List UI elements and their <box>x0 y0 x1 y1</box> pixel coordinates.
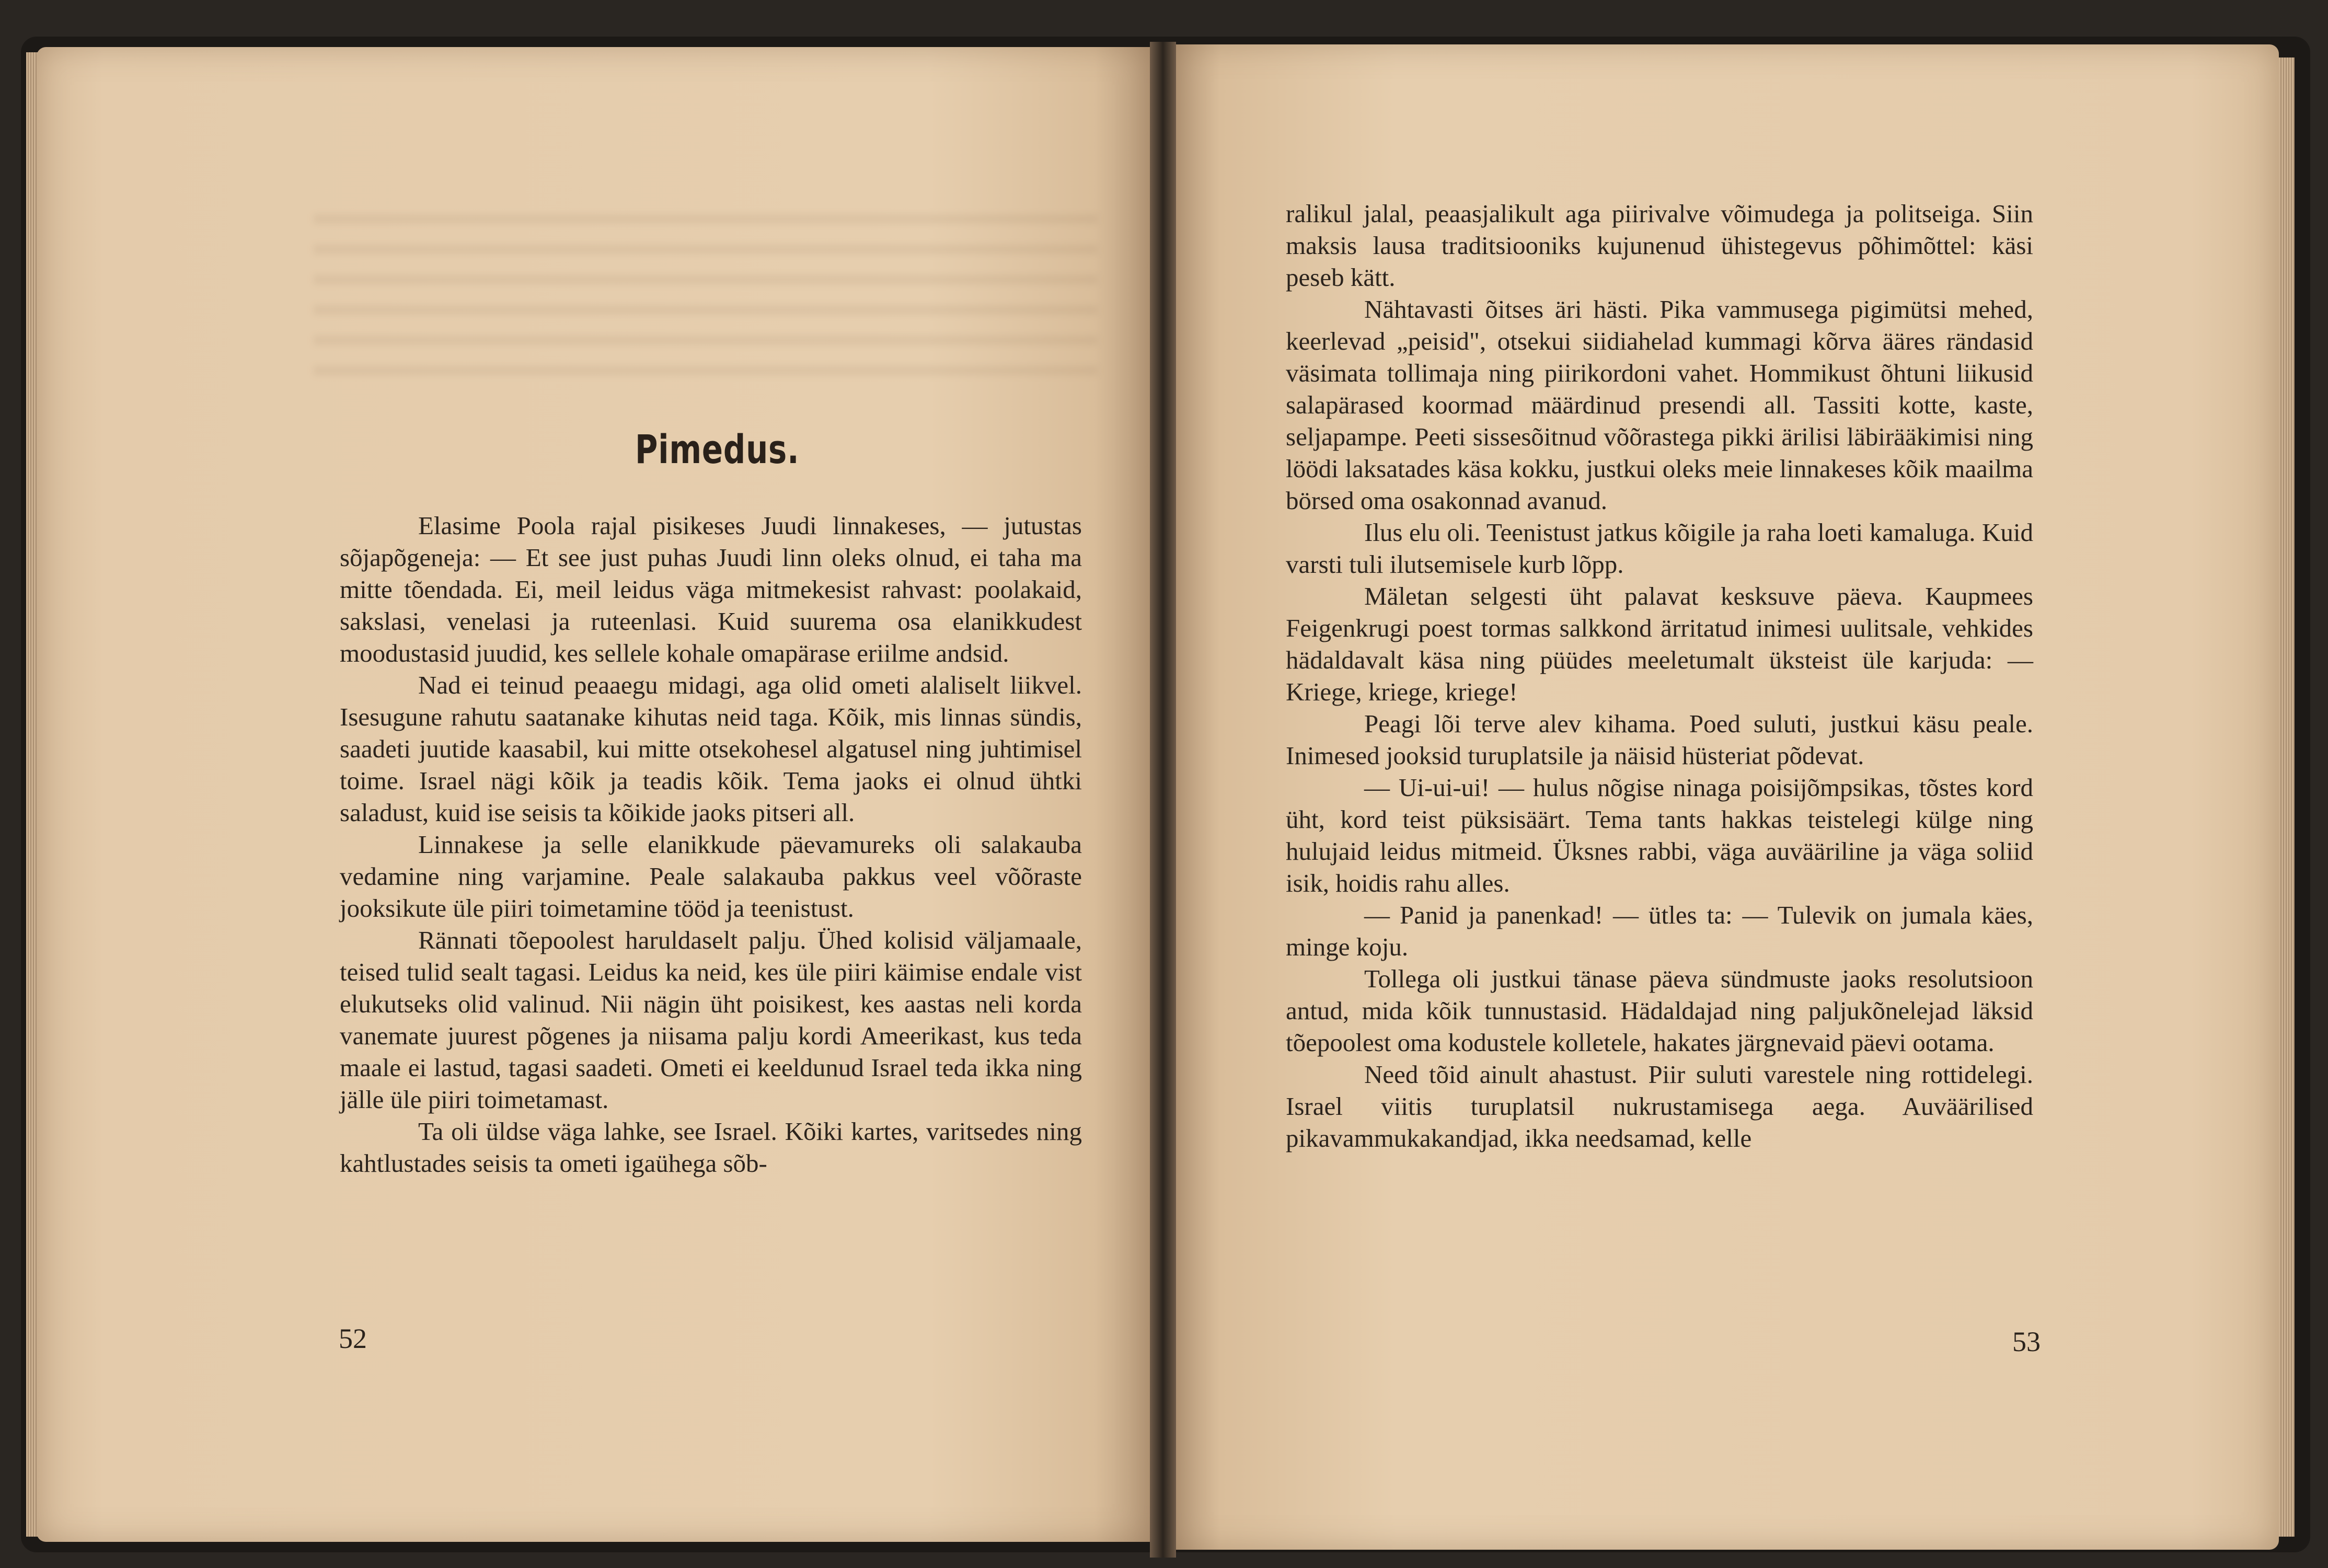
paragraph: ralikul jalal, peaasjalikult aga piirivalve võimudega ja politseiga. Siin maksis lausa traditsiooniks kujunenud ühistegevus põhimõttel: käsi peseb kätt. <box>1286 199 2033 292</box>
book-gutter <box>1150 42 1176 1558</box>
paragraph: Tollega oli justkui tänase päeva sündmuste jaoks resolutsioon antud, mida kõik tunnustasid. Hädaldajad ning paljukõnelejad läksid tõepoolest oma kodustele kolletele, hakates järgnevaid päevi ootama. <box>1286 964 2033 1057</box>
right-page-text <box>1286 198 2033 1154</box>
paragraph: Linnakese ja selle elanikkude päevamureks oli salakauba vedamine ning varjamine. Peale salakauba pakkus veel võõraste jooksikute üle piiri toimetamine tööd ja teenistust. <box>340 830 1082 923</box>
paragraph: Rännati tõepoolest haruldaselt palju. Ühed kolisid väljamaale, teised tulid sealt tagasi. Leidus ka neid, kes üle piiri käimise endale vist elukutseks olid valinud. Nii nägin üht poisikest, kes aastas neli korda vanemate juurest põgenes ja niisama palju kordi Ameerikast, kus teda maale ei lastud, tagasi saadeti. Ometi ei keeldunud Israel teda ikka ning jälle üle piiri toimetamast. <box>340 926 1082 1114</box>
paragraph: Ilus elu oli. Teenistust jatkus kõigile ja raha loeti kamaluga. Kuid varsti tuli ilutsemisele kurb lõpp. <box>1286 518 2033 579</box>
page-number-right: 53 <box>2012 1326 2041 1357</box>
page-number-left: 52 <box>339 1323 367 1354</box>
chapter-title: Pimedus. <box>635 426 800 472</box>
paragraph: Ta oli üldse väga lahke, see Israel. Kõiki kartes, varitsedes ning kahtlustades seisis ta ometi igaühega sõb- <box>340 1117 1082 1178</box>
left-page-text <box>340 510 1082 1179</box>
show-through-bleed <box>314 193 1098 382</box>
paragraph: — Ui-ui-ui! — hulus nõgise ninaga poisijõmpsikas, tõstes kord üht, kord teist püksisäärt. Tema tants hakkas teistelegi külge ning hulujaid leidus mitmeid. Üksnes rabbi, väga auvääriline ja väga soliid isik, hoidis rahu alles. <box>1286 773 2033 897</box>
paragraph: Need tõid ainult ahastust. Piir suluti varestele ning rottidelegi. Israel viitis turuplatsil nukrustamisega aega. Auväärilised pikavammukakandjad, ikka needsamad, kelle <box>1286 1060 2033 1152</box>
paragraph: — Panid ja panenkad! — ütles ta: — Tulevik on jumala käes, minge koju. <box>1286 901 2033 961</box>
paragraph: Mäletan selgesti üht palavat kesksuve päeva. Kaupmees Feigenkrugi poest tormas salkkond ärritatud inimesi uulitsale, vehkides hädaldavalt käsa ning püüdes meeletumalt üksteist üle karjuda: — Kriege, kriege, kriege! <box>1286 582 2033 706</box>
paragraph: Nähtavasti õitses äri hästi. Pika vammusega pigimütsi mehed, keerlevad „peisid", otsekui siidiahelad kummagi kõrva ääres rändasid väsimata tollimaja ning piirikordoni vahet. Hommikust õhtuni liikusid salapärased koormad määrdinud presendi all. Tassiti kotte, kaste, seljapampe. Peeti sissesõitnud võõrastega pikki ärilisi läbirääkimisi ning löödi laksatades käsa kokku, justkui oleks meie linnakeses kõik maailma börsed oma osakonnad avanud. <box>1286 295 2033 515</box>
paragraph: Peagi lõi terve alev kihama. Poed suluti, justkui käsu peale. Inimesed jooksid turuplatsile ja näisid hüsteriat põdevat. <box>1286 709 2033 770</box>
paragraph: Elasime Poola rajal pisikeses Juudi linnakeses, — jutustas sõjapõgeneja: — Et see just puhas Juudi linn oleks olnud, ei taha ma mitte tõendada. Ei, meil leidus väga mitmekesist rahvast: poolakaid, sakslasi, venelasi ja ruteenlasi. Kuid suurema osa elanikkudest moodustasid juudid, kes sellele kohale omapärase eriilme andsid. <box>340 511 1082 667</box>
paragraph: Nad ei teinud peaaegu midagi, aga olid ometi alaliselt liikvel. Isesugune rahutu saatanake kihutas neid taga. Kõik, mis linnas sündis, saadeti juutide kaasabil, kui mitte otsekohesel algatusel ning juhtimisel toime. Israel nägi kõik ja teadis kõik. Tema jaoks ei olnud ühtki saladust, kuid ise seisis ta kõikide jaoks pitseri all. <box>340 671 1082 827</box>
